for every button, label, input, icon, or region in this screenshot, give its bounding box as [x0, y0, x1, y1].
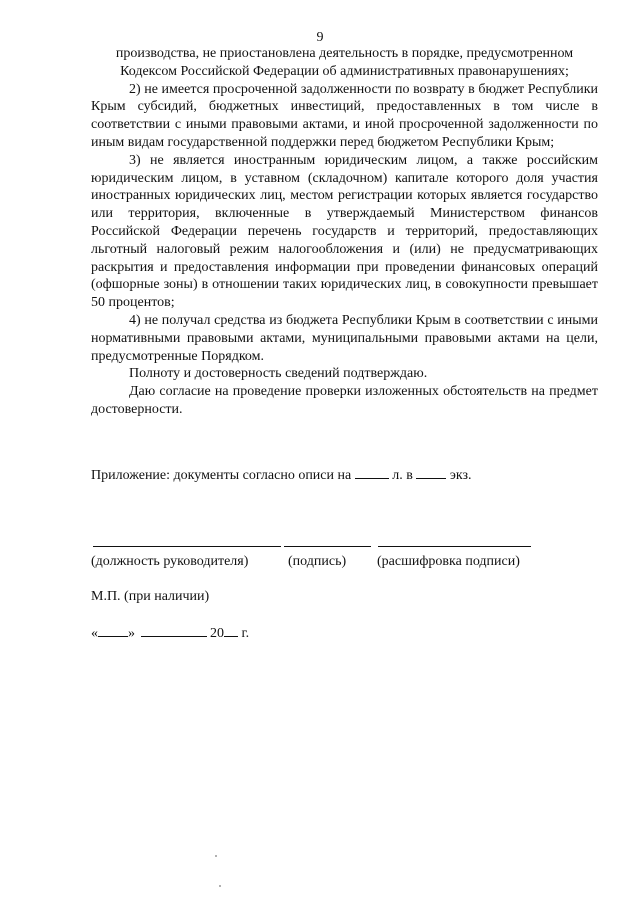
attachment-middle: л. в	[392, 468, 413, 483]
sign-label: (подпись)	[288, 554, 347, 569]
paragraph-continuation-2: Кодексом Российской Федерации об административных правонарушениях;	[120, 63, 569, 79]
year-blank	[224, 624, 238, 637]
date-line	[91, 624, 249, 643]
paragraph-item-4: 4) не получал средства из бюджета Республики Крым в соответствии с иными нормативными правовыми актами, муниципальными правовыми актами на цели, предусмотренные Порядком.	[91, 312, 598, 364]
attachment-prefix: Приложение: документы согласно описи на	[91, 468, 352, 483]
stamp-label: М.П. (при наличии)	[91, 589, 210, 604]
scan-speck	[215, 855, 217, 857]
position-label: (должность руководителя)	[91, 554, 249, 569]
day-blank	[98, 624, 128, 637]
sheets-blank	[355, 466, 389, 479]
year-prefix: 20	[210, 626, 224, 641]
paragraph-confirm: Полноту и достоверность сведений подтверждаю.	[129, 366, 428, 382]
month-blank	[141, 624, 207, 637]
paragraph-continuation-1: производства, не приостановлена деятельность в порядке, предусмотренном	[115, 46, 574, 61]
date-open-quote: «	[91, 626, 98, 641]
copies-blank	[416, 466, 446, 479]
page-number: 9	[316, 30, 324, 45]
decode-label: (расшифровка подписи)	[377, 554, 520, 569]
decode-line	[378, 546, 531, 547]
date-close-quote: »	[128, 626, 135, 641]
signature-line	[284, 546, 371, 547]
signature-lines	[91, 546, 598, 548]
attachment-line	[91, 466, 598, 485]
document-body	[91, 45, 598, 419]
paragraph-item-2: 2) не имеется просроченной задолженности по возврату в бюджет Республики Крым субсидий, бюджетных инвестиций, предоставленных в том числе в соответствии с иными правовыми актами, и иной просроченной задолженности по иным видам государственной поддержки перед бюджетом Республики Крым;	[91, 81, 598, 150]
year-suffix: г.	[241, 626, 250, 641]
paragraph-consent: Даю согласие на проведение проверки изложенных обстоятельств на предмет достоверности.	[91, 384, 598, 417]
paragraph-item-3: 3) не является иностранным юридическим лицом, а также российским юридическим лицом, в уставном (складочном) капитале которого доля участия иностранных юридических лиц, местом регистрации которых является государство или территория, включенные в утверждаемый Министерством финансов Российской Федерации перечень государств и территорий, предоставляющих льготный налоговый режим налогообложения и (или) не предусматривающих раскрытия и предоставления информации при проведении финансовых операций (офшорные зоны) в отношении таких юридических лиц, в совокупности превышает 50 процентов;	[91, 152, 598, 311]
scan-speck	[219, 885, 221, 887]
position-line	[93, 546, 281, 547]
attachment-suffix: экз.	[449, 468, 472, 483]
